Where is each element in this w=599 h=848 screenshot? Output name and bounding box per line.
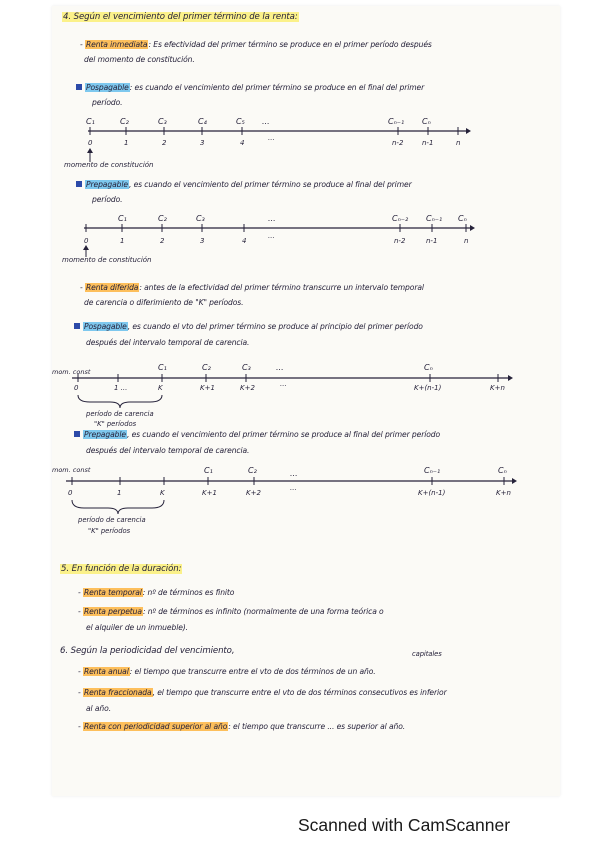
k-periodos-caption: "K" períodos [88, 527, 131, 535]
perpetua-line-1 [78, 607, 384, 616]
tick-k-n-1: K+(n-1) [418, 489, 446, 497]
cap-n: Cₙ [424, 363, 433, 372]
tick-k-n-1: K+(n-1) [414, 384, 442, 392]
tick-2: 2 [160, 237, 165, 245]
tick-n-1: n-1 [422, 139, 434, 147]
temporal-line [78, 588, 234, 597]
prepagable-2-text-2: después del intervalo temporal de carencia. [86, 446, 250, 455]
pospagable-2-term: Pospagable [84, 322, 127, 331]
tick-0: 0 [88, 139, 93, 147]
timeline-caption: momento de constitución [64, 161, 154, 169]
inmediata-term: Renta inmediata [85, 40, 148, 49]
cap-3: C₃ [242, 363, 251, 372]
tick-ellipsis: ... [268, 134, 275, 142]
cap-2: C₂ [248, 466, 257, 475]
tick-ellipsis: ... [280, 380, 287, 388]
tick-3: 3 [200, 237, 205, 245]
cap-1: C₁ [158, 363, 167, 372]
diferida-text: : antes de la efectividad del primer término transcurre un intervalo temporal [139, 283, 424, 292]
prepagable-2-text: , es cuando el vencimiento del primer término se produce al final del primer período [126, 430, 441, 439]
tick-n: n [464, 237, 469, 245]
carencia-caption: período de carencia [78, 516, 146, 524]
pospagable-2-text: , es cuando el vto del primer término se produce al principio del primer período [127, 322, 423, 331]
fraccionada-line-1 [78, 688, 447, 697]
cap-2: C₂ [158, 214, 167, 223]
tick-k1: K+1 [202, 489, 217, 497]
tick-4: 4 [240, 139, 245, 147]
tick-k2: K+2 [246, 489, 261, 497]
diferida-term: Renta diferida [85, 283, 139, 292]
tick-ellipsis: ... [290, 484, 297, 492]
bullet-dash: - [80, 40, 85, 49]
pospagable-1-text-2: período. [92, 98, 123, 107]
perpetua-text: : nº de términos es infinito (normalmente de una forma teórica o [142, 607, 384, 616]
cap-ellipsis: ... [290, 469, 298, 478]
tick-k: K [160, 489, 165, 497]
cap-3: C₃ [196, 214, 205, 223]
tick-n-2: n-2 [394, 237, 406, 245]
section-4-title-text: 4. Según el vencimiento del primer término de la renta: [63, 12, 298, 22]
tick-k2: K+2 [240, 384, 255, 392]
section-5-title-text: 5. En función de la duración: [61, 564, 182, 574]
fraccionada-line-2 [86, 704, 111, 713]
carencia-caption: período de carencia [86, 410, 154, 418]
cap-n: Cₙ [458, 214, 467, 223]
cap-n-1: Cₙ₋₁ [426, 214, 443, 223]
fraccionada-text-2: al año. [86, 704, 112, 713]
cap-3: C₃ [158, 117, 167, 126]
cap-ellipsis: ... [262, 117, 270, 126]
section-5-title [60, 564, 182, 574]
tick-1: 1 [124, 139, 129, 147]
temporal-text: : nº de términos es finito [142, 588, 235, 597]
pospagable-1-text: : es cuando el vencimiento del primer término se produce en el final del primer [129, 83, 425, 92]
superior-term: Renta con periodicidad superior al año [83, 722, 228, 731]
bullet-dash: - [78, 688, 83, 697]
prepagable-1-text: , es cuando el vencimiento del primer término se produce al final del primer [128, 180, 412, 189]
anual-line [78, 667, 376, 676]
superior-line [78, 722, 405, 731]
section-6-title-text: 6. Según la periodicidad del vencimiento, [60, 646, 235, 656]
bullet-dash: - [80, 283, 85, 292]
cap-n: Cₙ [498, 466, 507, 475]
tick-4: 4 [242, 237, 247, 245]
side-label: mom. const [52, 368, 91, 376]
cap-5: C₅ [236, 117, 245, 126]
diferida-text-2: de carencia o diferimiento de "K" períodos. [84, 298, 244, 307]
fraccionada-text: , el tiempo que transcurre entre el vto de dos términos consecutivos es inferior [152, 688, 447, 697]
fraccionada-term: Renta fraccionada [83, 688, 152, 697]
tick-2: 2 [162, 139, 167, 147]
tick-0: 0 [74, 384, 79, 392]
capitales-note-text: capitales [412, 650, 442, 658]
cap-4: C₄ [198, 117, 207, 126]
bullet-dash: - [78, 588, 83, 597]
prepagable-2-term: Prepagable [84, 430, 126, 439]
side-label: mom. const [52, 466, 91, 474]
tick-1: 1 ... [114, 384, 128, 392]
tick-k: K [158, 384, 163, 392]
tick-0: 0 [84, 237, 89, 245]
bullet-dash: - [78, 722, 83, 731]
tick-ellipsis: ... [268, 232, 275, 240]
cap-2: C₂ [202, 363, 211, 372]
cap-1: C₁ [118, 214, 127, 223]
prepagable-1-term: Prepagable [86, 180, 128, 189]
cap-ellipsis: ... [268, 214, 276, 223]
bullet-dash: - [78, 667, 83, 676]
tick-k1: K+1 [200, 384, 215, 392]
temporal-term: Renta temporal [83, 588, 142, 597]
cap-n-2: Cₙ₋₂ [392, 214, 409, 223]
perpetua-term: Renta perpetua [83, 607, 142, 616]
cap-ellipsis: ... [276, 363, 284, 372]
tick-k-n: K+n [490, 384, 505, 392]
k-periodos-caption: "K" períodos [94, 420, 137, 428]
timeline-caption: momento de constitución [62, 256, 152, 264]
tick-3: 3 [200, 139, 205, 147]
section-6-title [60, 646, 234, 656]
anual-text: : el tiempo que transcurre entre el vto de dos términos de un año. [129, 667, 376, 676]
cap-n-1: Cₙ₋₁ [388, 117, 405, 126]
bullet-dash: - [78, 607, 83, 616]
inmediata-text-2: del momento de constitución. [84, 55, 195, 64]
cap-1: C₁ [204, 466, 213, 475]
anual-term: Renta anual [83, 667, 129, 676]
cap-2: C₂ [120, 117, 129, 126]
perpetua-text-2: el alquiler de un inmueble). [86, 623, 188, 632]
tick-n-2: n-2 [392, 139, 404, 147]
tick-1: 1 [120, 237, 125, 245]
cap-1: C₁ [86, 117, 95, 126]
tick-n-1: n-1 [426, 237, 438, 245]
camscanner-watermark: Scanned with CamScanner [298, 815, 511, 835]
tick-0: 0 [68, 489, 73, 497]
tick-n: n [456, 139, 461, 147]
pospagable-1-term: Pospagable [86, 83, 129, 92]
superior-text: : el tiempo que transcurre ... es superior al año. [228, 722, 406, 731]
inmediata-text: : Es efectividad del primer término se produce en el primer período después [148, 40, 432, 49]
cap-n-1: Cₙ₋₁ [424, 466, 441, 475]
tick-1: 1 [117, 489, 122, 497]
pospagable-2-text-2: después del intervalo temporal de carencia. [86, 338, 250, 347]
capitales-note [412, 650, 442, 658]
tick-k-n: K+n [496, 489, 511, 497]
perpetua-line-2 [86, 623, 188, 632]
cap-n: Cₙ [422, 117, 431, 126]
prepagable-1-text-2: período. [92, 195, 123, 204]
